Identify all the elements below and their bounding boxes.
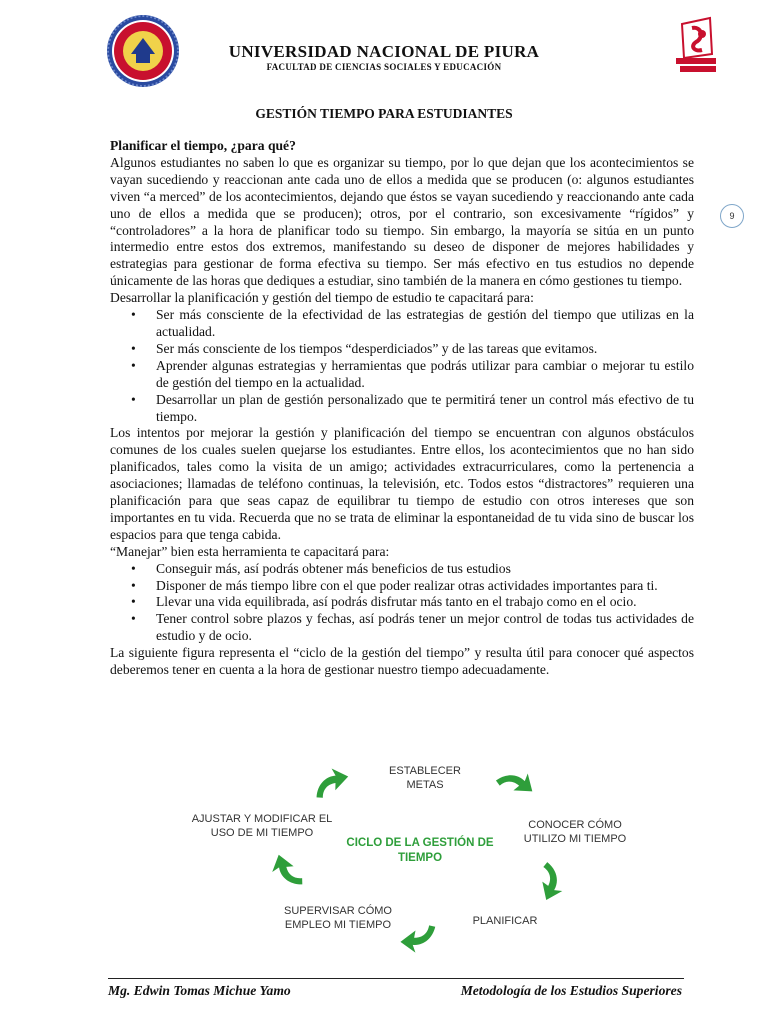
bullet-icon: • (131, 594, 136, 610)
paragraph: Algunos estudiantes no saben lo que es organizar su tiempo, por lo que dejan que los acontecimientos se vayan sucediendo y reaccionan ante cada uno de ellos a medida que se producen (o: algunos estudiantes viven “a merced” de los acontecimientos, dejando que éstos se vayan sucediendo y reaccionando ante cada uno de ellos a medida que se producen); otros, por el contrario, son excesivamente “rígidos” y “controladores” a la hora de planificar todo su tiempo. Sin embargo, la mayoría se sitúa en un punto intermedio entre estos dos extremos, manifestando su deseo de disponer de mejores habilidades y estrategias para gestionar de forma efectiva su tiempo. Ser más efectivo en tus estudios no depende únicamente de las horas que dediques a estudiar, sino también de la manera en cómo gestiones tu tiempo. (110, 154, 694, 289)
cycle-step-label: SUPERVISAR CÓMO EMPLEO MI TIEMPO (284, 905, 392, 931)
section-heading: Planificar el tiempo, ¿para qué? (110, 138, 296, 153)
document-title: GESTIÓN TIEMPO PARA ESTUDIANTES (255, 106, 513, 121)
footer-course: Metodología de los Estudios Superiores (460, 983, 682, 998)
time-management-cycle-diagram (190, 756, 650, 956)
bullet-icon: • (131, 577, 136, 593)
curved-arrow-icon (267, 850, 304, 893)
list-item: • Llevar una vida equilibrada, así podrás disfrutar más tanto en el trabajo como en el ocio. (131, 594, 637, 610)
page-number-badge: 9 (720, 204, 744, 228)
footer-author: Mg. Edwin Tomas Michue Yamo (108, 983, 291, 998)
list-item: • Ser más consciente de los tiempos “desperdiciados” y de las tareas que evitamos. (131, 340, 598, 356)
list-item: • Disponer de más tiempo libre con el que poder realizar otras actividades importantes para ti. (131, 577, 658, 593)
bullet-icon: • (131, 307, 136, 323)
list-item: • Ser más consciente de la efectividad de las estrategias de gestión del tiempo que utilizas en la actualidad. (131, 307, 694, 339)
bullet-icon: • (131, 357, 136, 373)
curved-arrow-icon (495, 761, 539, 803)
cycle-step-label: PLANIFICAR (472, 915, 538, 927)
list-item: • Tener control sobre plazos y fechas, así podrás tener un mejor control de todas tus actividades de estudio y de ocio. (131, 611, 694, 644)
paragraph: La siguiente figura representa el “ciclo de la gestión del tiempo” y resulta útil para conocer qué aspectos deberemos tener en cuenta a la hora de gestionar nuestro tiempo adecuadamente. (110, 645, 694, 678)
paragraph: Los intentos por mejorar la gestión y planificación del tiempo se encuentran con algunos obstáculos comunes de los cuales suelen quejarse los estudiantes. Entre ellos, los acontecimientos que no han sido planificados, tales como la visita de un amigo; actividades extracurriculares, como la pertenencia a asociaciones; llamadas de teléfono continuas, la televisión, etc. Todos estos “distractores” requieren una planificación para que seas capaz de equilibrar tu tiempo de estudio con otros intereses que son importantes en tu vida. Recuerda que no se trata de eliminar la espontaneidad de tu vida sino de buscar los espacios para que tenga cabida. (110, 425, 694, 542)
curved-arrow-icon (533, 861, 570, 904)
list-item: • Conseguir más, así podrás obtener más beneficios de tus estudios (131, 560, 511, 576)
document-body (110, 138, 694, 679)
cycle-step-label: ESTABLECER METAS (389, 765, 461, 791)
list-item: • Aprender algunas estrategias y herramientas que podrás utilizar para cambiar o mejorar tu estilo de gestión del tiempo en la actualidad. (131, 357, 694, 390)
bullet-list (110, 307, 694, 425)
bullet-icon: • (131, 560, 136, 576)
bullet-icon: • (131, 340, 136, 356)
curved-arrow-icon (310, 765, 352, 799)
faculty-name: FACULTAD DE CIENCIAS SOCIALES Y EDUCACIÓN (266, 62, 502, 72)
curved-arrow-icon (399, 925, 437, 954)
paragraph: “Manejar” bien esta herramienta te capacitará para: (110, 543, 390, 559)
cycle-center-title: CICLO DE LA GESTIÓN DE TIEMPO (346, 837, 494, 864)
list-item: • Desarrollar un plan de gestión personalizado que te permitirá tener un control más efectivo de tu tiempo. (131, 391, 694, 424)
paragraph: Desarrollar la planificación y gestión del tiempo de estudio te capacitará para: (110, 290, 534, 306)
footer-divider (108, 978, 684, 979)
cycle-step-label: CONOCER CÓMO UTILIZO MI TIEMPO (523, 819, 627, 845)
cycle-step-label: AJUSTAR Y MODIFICAR EL USO DE MI TIEMPO (191, 813, 333, 839)
bullet-icon: • (131, 611, 136, 627)
bullet-list (110, 561, 694, 646)
bullet-icon: • (131, 391, 136, 407)
university-title: UNIVERSIDAD NACIONAL DE PIURA (228, 42, 540, 61)
